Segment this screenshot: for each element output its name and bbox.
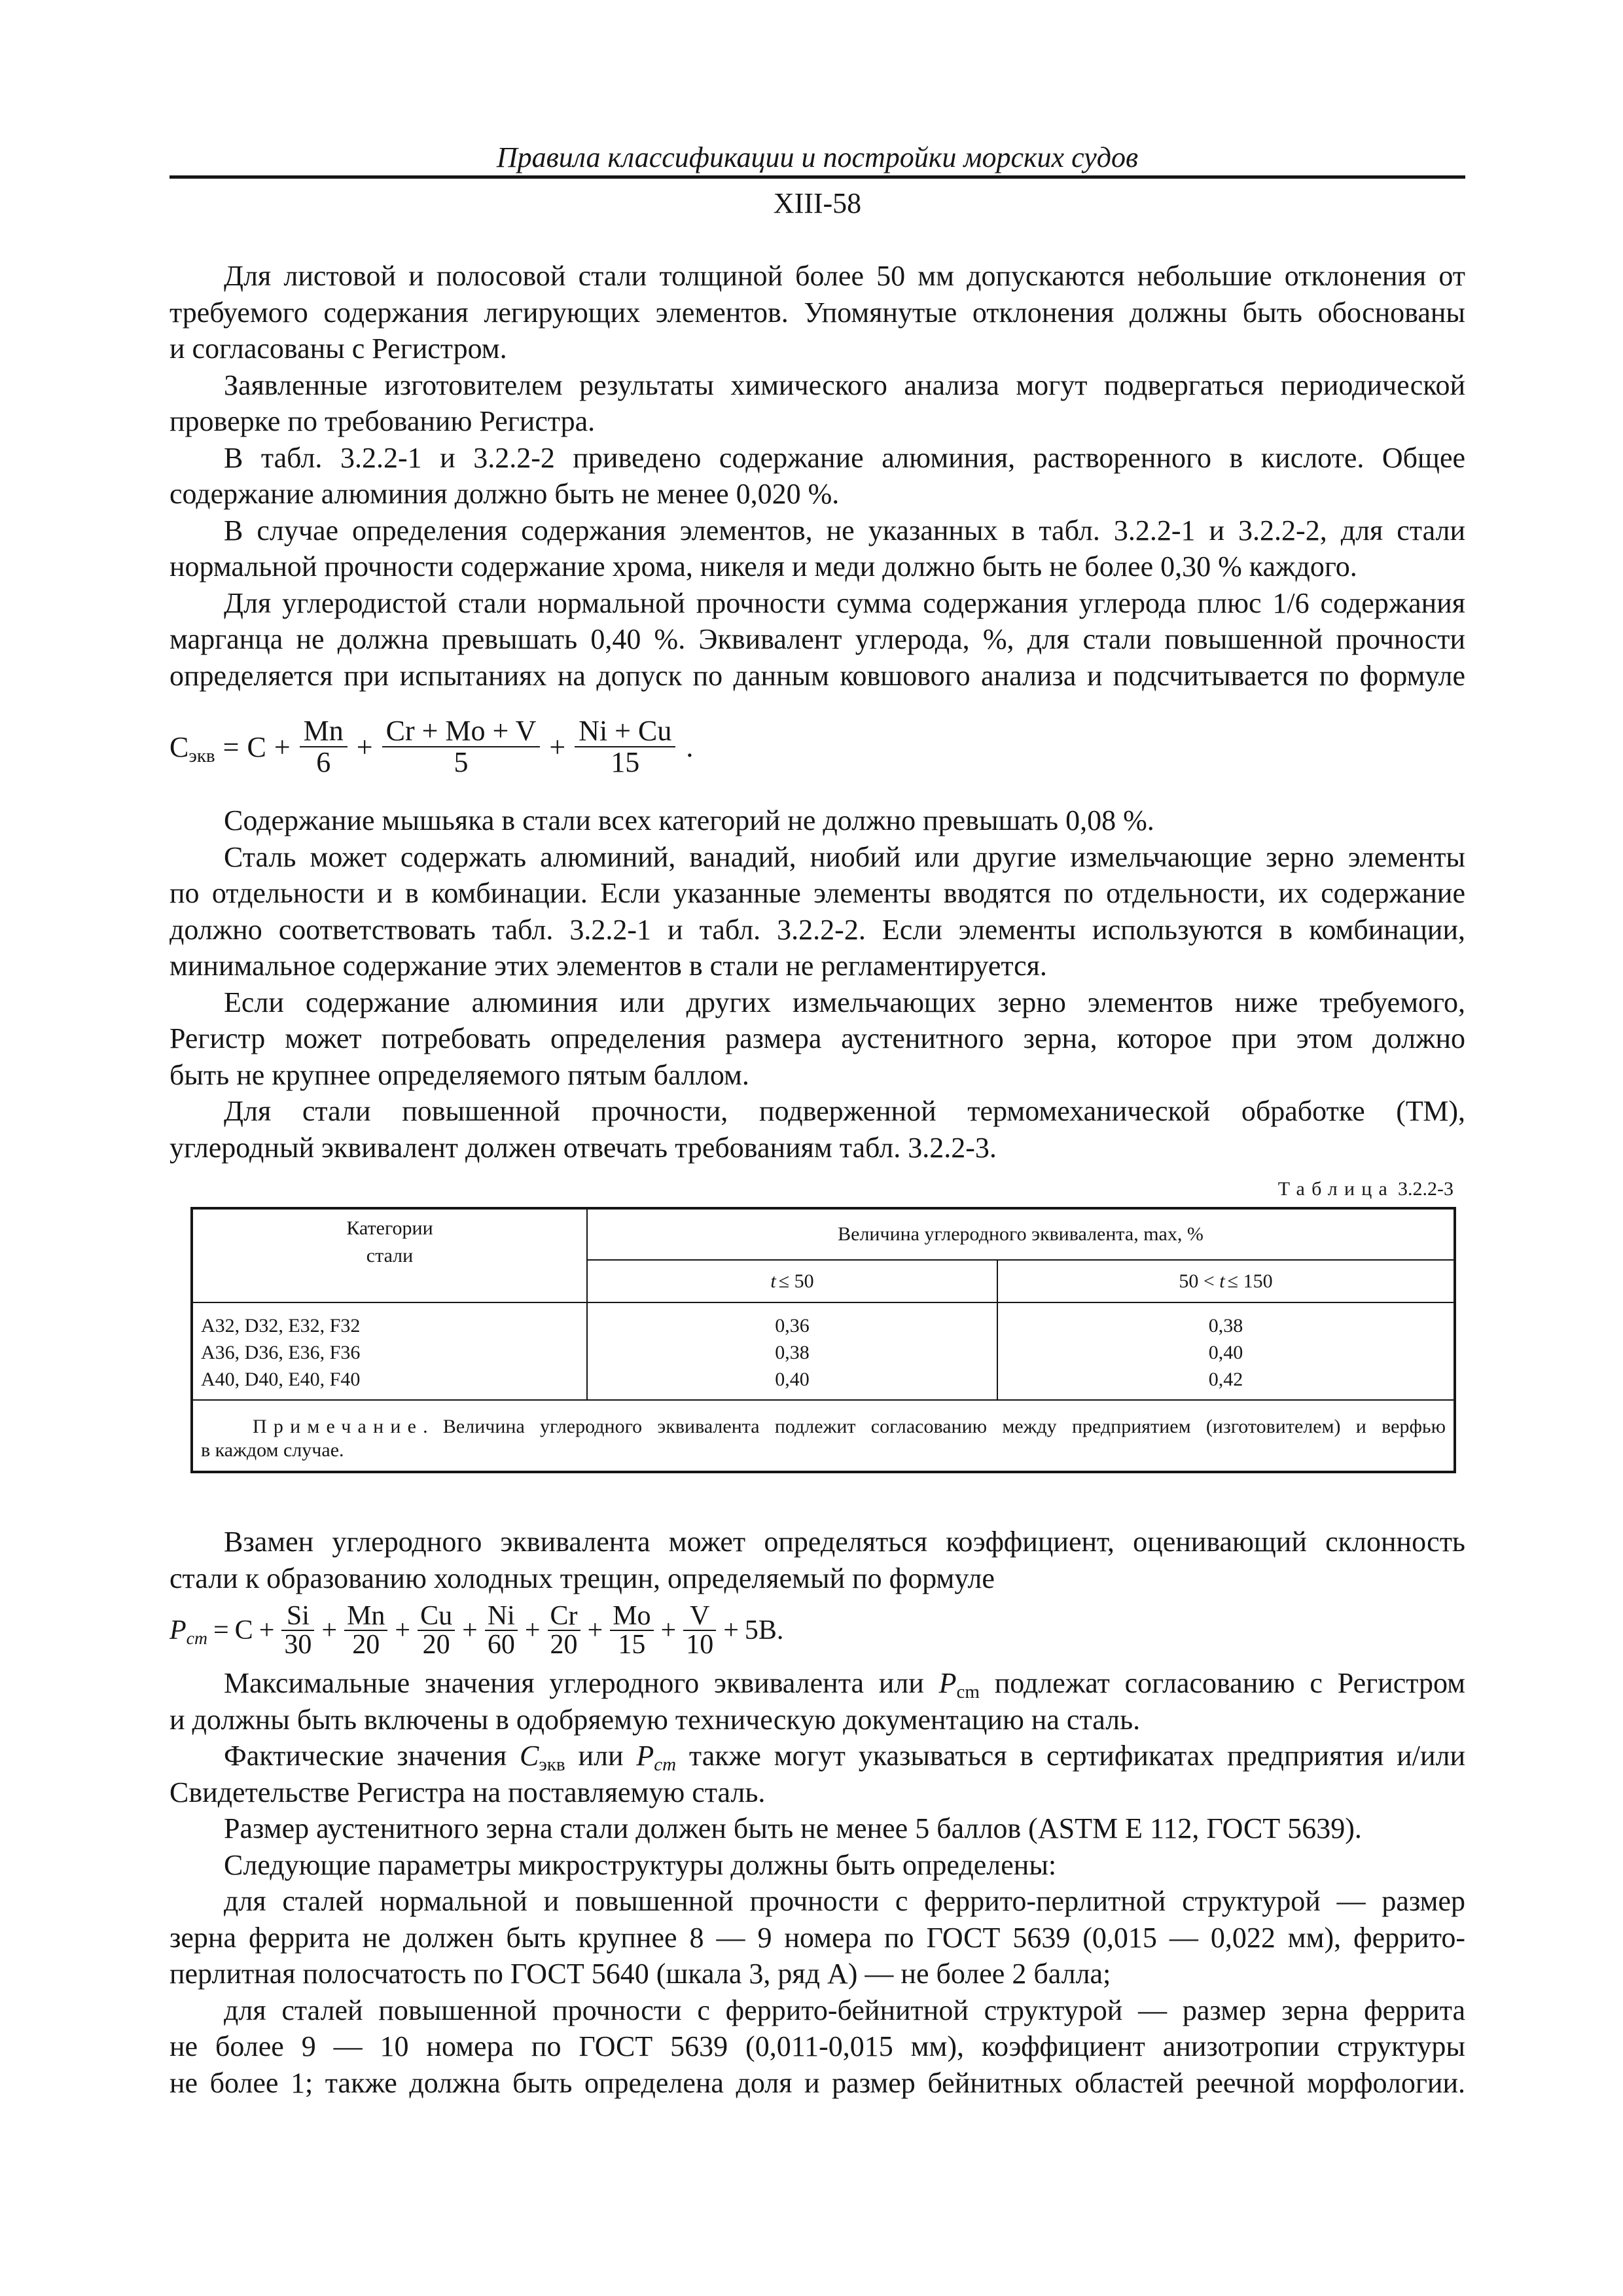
text-line: требуемого содержания легирующих элементов. Упомянутые отклонения должны быть обоснованы bbox=[169, 296, 1465, 329]
formula-subscript: cm bbox=[956, 1681, 980, 1703]
formula-variable: C bbox=[519, 1740, 539, 1772]
table-row bbox=[192, 1302, 1455, 1400]
text-line: и должны быть включены в одобряемую техническую документацию на сталь. bbox=[169, 1703, 1141, 1736]
formula-variable: C bbox=[234, 1615, 253, 1645]
fraction-numerator: Si bbox=[286, 1601, 310, 1631]
text-line: Для углеродистой стали нормальной прочности сумма содержания углерода плюс 1/6 содержания bbox=[224, 586, 1465, 619]
header-text: Категории bbox=[346, 1217, 433, 1239]
text-line: Содержание мышьяка в стали всех категорий не должно превышать 0,08 %. bbox=[224, 804, 1154, 836]
fraction bbox=[683, 1602, 716, 1659]
text-line: определяется при испытаниях на допуск по данным ковшового анализа и подсчитывается по формуле bbox=[169, 659, 1465, 692]
table-note bbox=[192, 1400, 1455, 1472]
fraction-numerator: Mn bbox=[347, 1601, 385, 1631]
formula-subscript: cm bbox=[654, 1754, 677, 1776]
text-line: Сталь может содержать алюминий, ванадий, ниобий или другие измельчающие зерно элементы bbox=[224, 840, 1465, 873]
ceq-value: 0,42 bbox=[1208, 1369, 1243, 1390]
fraction-denominator: 60 bbox=[487, 1630, 515, 1660]
plus-sign: + bbox=[395, 1615, 411, 1645]
fraction-numerator: Ni + Cu bbox=[579, 715, 672, 747]
text-segment: Фактические значения bbox=[224, 1740, 520, 1772]
fraction bbox=[382, 716, 541, 778]
note-line bbox=[201, 1415, 1446, 1439]
fraction-denominator: 10 bbox=[686, 1630, 714, 1660]
column-header-category bbox=[192, 1208, 587, 1302]
table-note-row bbox=[192, 1400, 1455, 1472]
fraction bbox=[418, 1602, 455, 1659]
fraction-numerator: Cr + Mo + V bbox=[385, 715, 537, 747]
formula-variable: C bbox=[169, 730, 189, 763]
table-header-row bbox=[192, 1208, 1455, 1260]
note-text: . Величина углеродного эквивалента подлежит согласованию между предприятием (изготовителем) и верфью bbox=[423, 1416, 1446, 1437]
page-number: XIII-58 bbox=[773, 187, 862, 219]
text-line: должно соответствовать табл. 3.2.2-1 и табл. 3.2.2-2. Если элементы используются в комбинации, bbox=[169, 913, 1465, 946]
fraction-denominator: 20 bbox=[352, 1630, 380, 1660]
formula-subscript: экв bbox=[539, 1754, 565, 1776]
plus-sign: + bbox=[587, 1615, 603, 1645]
plus-sign: + bbox=[259, 1615, 275, 1645]
grade-list: A32, D32, E32, F32 bbox=[201, 1315, 361, 1336]
text-segment: или bbox=[565, 1740, 637, 1772]
ceq-value: 0,38 bbox=[775, 1342, 810, 1363]
thickness-variable: t bbox=[1219, 1270, 1225, 1292]
fraction bbox=[300, 716, 348, 778]
plus-sign: + bbox=[723, 1615, 739, 1645]
formula-lhs bbox=[169, 1615, 207, 1646]
text-line: Регистр может потребовать определения размера аустенитного зерна, которое при этом должно bbox=[169, 1022, 1465, 1054]
fraction-numerator: Ni bbox=[487, 1601, 515, 1631]
text-line: перлитная полосчатость по ГОСТ 5640 (шкала 3, ряд А) — не более 2 балла; bbox=[169, 1958, 1111, 1990]
fraction bbox=[281, 1602, 314, 1659]
text-line: быть не крупнее определяемого пятым баллом. bbox=[169, 1058, 749, 1091]
text-block-d bbox=[169, 1665, 1465, 2101]
carbon-equivalent-table bbox=[190, 1207, 1456, 1473]
formula-subscript: cm bbox=[186, 1627, 207, 1648]
text-line: Для стали повышенной прочности, подверженной термомеханической обработке (ТМ), bbox=[224, 1095, 1465, 1127]
formula-variable: C bbox=[247, 730, 266, 763]
text-line: нормальной прочности содержание хрома, никеля и меди должно быть не более 0,30 % каждого. bbox=[169, 550, 1357, 583]
text-line: марганца не должна превышать 0,40 %. Эквивалент углерода, %, для стали повышенной прочности bbox=[169, 623, 1465, 655]
formula-carbon-equivalent bbox=[169, 711, 693, 783]
plus-sign: + bbox=[462, 1615, 478, 1645]
fraction-numerator: V bbox=[690, 1601, 710, 1631]
text-segment: подлежат согласованию с Регистром bbox=[979, 1667, 1466, 1699]
header-text: 50 < bbox=[1179, 1270, 1220, 1292]
fraction bbox=[575, 716, 675, 778]
text-line: по отдельности и в комбинации. Если указанные элементы вводятся по отдельности, их содержание bbox=[169, 877, 1465, 909]
fraction-denominator: 6 bbox=[316, 746, 331, 778]
text-line: минимальное содержание этих элементов в стали не регламентируется. bbox=[169, 950, 1047, 982]
fraction-denominator: 20 bbox=[422, 1630, 450, 1660]
text-line: Размер аустенитного зерна стали должен быть не менее 5 баллов (ASTM E 112, ГОСТ 5639). bbox=[224, 1812, 1362, 1844]
formula-variable: P bbox=[636, 1740, 654, 1772]
ceq-value: 0,38 bbox=[1208, 1315, 1243, 1336]
fraction-denominator: 30 bbox=[284, 1630, 312, 1660]
formula-period: . bbox=[686, 730, 694, 763]
formula-lhs bbox=[169, 730, 215, 764]
ceq-t50-cell bbox=[587, 1302, 997, 1400]
fraction bbox=[548, 1602, 580, 1659]
text-line: для сталей нормальной и повышенной прочности с феррито-перлитной структурой — размер bbox=[224, 1885, 1465, 1917]
header-rule bbox=[169, 175, 1465, 179]
formula-variable: P bbox=[169, 1615, 187, 1645]
formula-tail: 5B. bbox=[744, 1615, 784, 1645]
text-line: проверке по требованию Регистра. bbox=[169, 405, 596, 437]
formula-pcm bbox=[169, 1594, 783, 1666]
text-block-a bbox=[169, 258, 1465, 694]
note-label: Примечание bbox=[253, 1416, 423, 1437]
ceq-value: 0,40 bbox=[775, 1369, 810, 1390]
fraction-denominator: 15 bbox=[618, 1630, 646, 1660]
table-caption bbox=[1278, 1176, 1454, 1202]
text-line: и согласованы с Регистром. bbox=[169, 332, 507, 365]
fraction-denominator: 15 bbox=[611, 746, 640, 778]
header-text: ≤ 50 bbox=[778, 1270, 814, 1292]
text-line: Для листовой и полосовой стали толщиной более 50 мм допускаются небольшие отклонения от bbox=[224, 260, 1465, 292]
grade-list: A36, D36, E36, F36 bbox=[201, 1342, 361, 1363]
text-line: не более 1; также должна быть определена доля и размер бейнитных областей реечной морфологии. bbox=[169, 2066, 1465, 2099]
text-line: Если содержание алюминия или других измельчающих зерно элементов ниже требуемого, bbox=[224, 986, 1465, 1018]
plus-sign: + bbox=[549, 730, 566, 763]
column-header-t50 bbox=[587, 1260, 997, 1302]
plus-sign: + bbox=[660, 1615, 677, 1645]
plus-sign: + bbox=[274, 730, 291, 763]
ceq-t150-cell bbox=[997, 1302, 1455, 1400]
text-line: Взамен углеродного эквивалента может определяться коэффициент, оценивающий склонность bbox=[224, 1526, 1465, 1558]
text-line bbox=[169, 1665, 1465, 1702]
ceq-value: 0,36 bbox=[775, 1315, 810, 1336]
text-line: В табл. 3.2.2-1 и 3.2.2-2 приведено содержание алюминия, растворенного в кислоте. Общее bbox=[224, 441, 1465, 474]
header-text: ≤ 150 bbox=[1227, 1270, 1273, 1292]
steel-grades-cell bbox=[192, 1302, 587, 1400]
formula-variable: P bbox=[938, 1667, 957, 1699]
equals-sign: = bbox=[213, 1615, 229, 1645]
fraction-numerator: Cu bbox=[420, 1601, 453, 1631]
text-segment: Максимальные значения углеродного эквивалента или bbox=[224, 1667, 939, 1699]
text-block-b bbox=[169, 802, 1465, 1166]
text-line bbox=[169, 1738, 1465, 1774]
fraction-denominator: 20 bbox=[550, 1630, 578, 1660]
fraction-numerator: Mo bbox=[613, 1601, 651, 1631]
fraction bbox=[485, 1602, 518, 1659]
text-line: Следующие параметры микроструктуры должны быть определены: bbox=[224, 1848, 1057, 1881]
text-line: В случае определения содержания элементов, не указанных в табл. 3.2.2-1 и 3.2.2-2, для стали bbox=[224, 514, 1465, 547]
plus-sign: + bbox=[356, 730, 373, 763]
text-line: зерна феррита не должен быть крупнее 8 — 9 номера по ГОСТ 5639 (0,015 — 0,022 мм), феррито- bbox=[169, 1921, 1465, 1954]
column-header-group: Величина углеродного эквивалента, max, % bbox=[587, 1208, 1455, 1260]
fraction-numerator: Cr bbox=[550, 1601, 578, 1631]
equals-sign: = bbox=[223, 730, 240, 763]
fraction bbox=[344, 1602, 387, 1659]
text-line: углеродный эквивалент должен отвечать требованиям табл. 3.2.2-3. bbox=[169, 1131, 997, 1164]
text-line: стали к образованию холодных трещин, определяемый по формуле bbox=[169, 1562, 995, 1594]
formula-subscript: экв bbox=[188, 745, 215, 766]
fraction-numerator: Mn bbox=[303, 715, 344, 747]
header-text: стали bbox=[366, 1245, 414, 1266]
column-header-t150 bbox=[997, 1260, 1455, 1302]
text-line: содержание алюминия должно быть не менее 0,020 %. bbox=[169, 478, 840, 510]
text-line: не более 9 — 10 номера по ГОСТ 5639 (0,011-0,015 мм), коэффициент анизотропии структуры bbox=[169, 2030, 1465, 2062]
ceq-value: 0,40 bbox=[1208, 1342, 1243, 1363]
grade-list: A40, D40, E40, F40 bbox=[201, 1369, 361, 1390]
text-block-c bbox=[169, 1524, 1465, 1596]
note-line: в каждом случае. bbox=[201, 1439, 344, 1461]
fraction bbox=[610, 1602, 653, 1659]
running-title: Правила классификации и постройки морских судов bbox=[496, 141, 1139, 173]
thickness-variable: t bbox=[770, 1270, 776, 1292]
plus-sign: + bbox=[524, 1615, 541, 1645]
text-segment: также могут указываться в сертификатах предприятия и/или bbox=[676, 1740, 1465, 1772]
fraction-denominator: 5 bbox=[454, 746, 469, 778]
text-line: Свидетельстве Регистра на поставляемую сталь. bbox=[169, 1776, 766, 1808]
text-line: для сталей повышенной прочности с феррито-бейнитной структурой — размер зерна феррита bbox=[224, 1994, 1465, 2026]
table-caption-word: Таблица bbox=[1277, 1178, 1394, 1200]
text-line: Заявленные изготовителем результаты химического анализа могут подвергаться периодической bbox=[224, 368, 1465, 401]
plus-sign: + bbox=[321, 1615, 338, 1645]
table-caption-number: 3.2.2-3 bbox=[1398, 1178, 1454, 1200]
